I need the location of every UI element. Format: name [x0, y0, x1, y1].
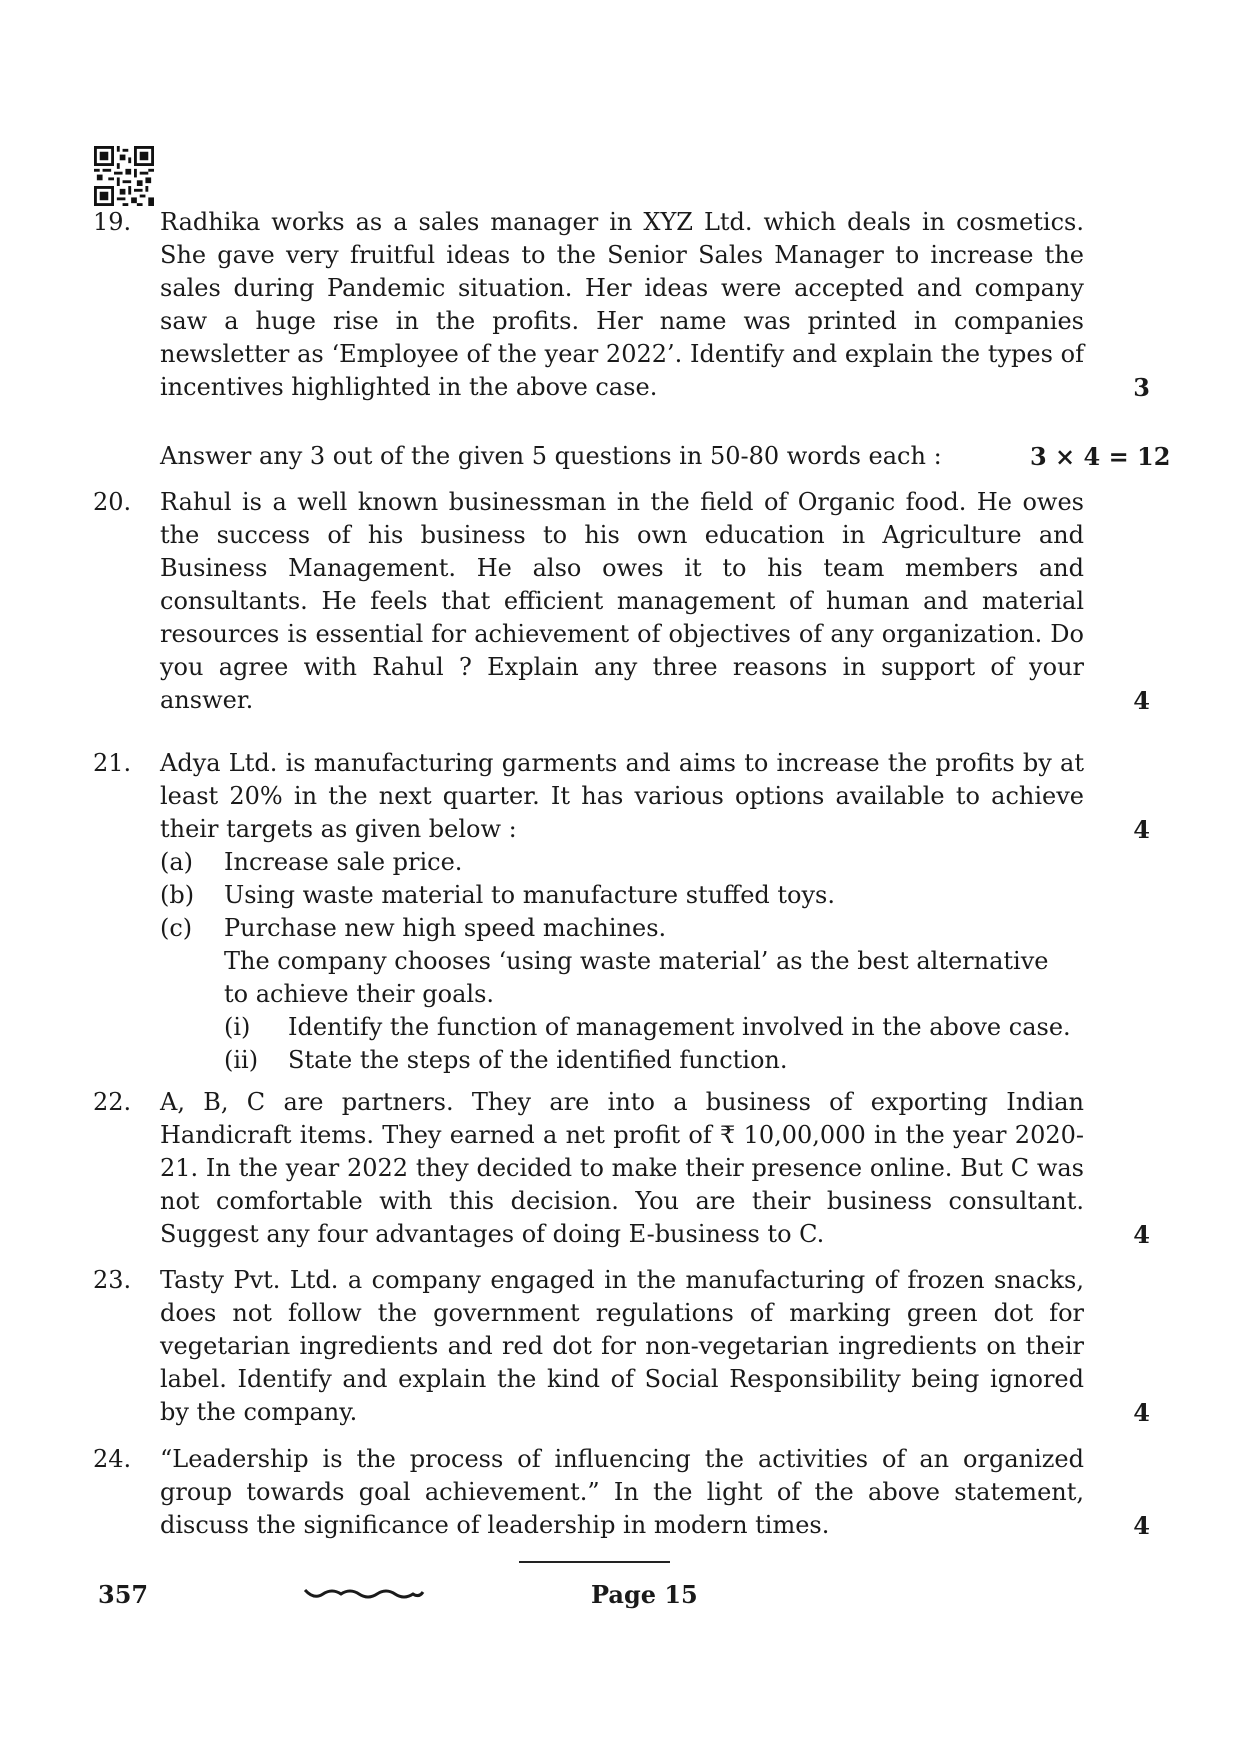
- option-c: [160, 912, 666, 945]
- sub-question-label: (i): [224, 1013, 251, 1041]
- paper-code: 357: [98, 1580, 149, 1609]
- option-text: Increase sale price.: [224, 848, 463, 876]
- footer-rule: [519, 1561, 670, 1563]
- qr-code: [93, 146, 155, 206]
- sub-question-text: Identify the function of management involved in the above case.: [288, 1013, 1071, 1041]
- sub-question-i: [224, 1011, 1071, 1044]
- sub-question-ii: [224, 1044, 788, 1077]
- choice-line: The company chooses ‘using waste material’ as the best alternative: [224, 947, 1049, 975]
- option-label: (c): [160, 914, 193, 942]
- question-marks: 4: [1133, 1220, 1150, 1249]
- question-number: 21.: [93, 749, 132, 777]
- question-marks: 4: [1133, 1511, 1150, 1540]
- question-marks: 4: [1133, 686, 1150, 715]
- option-text: Using waste material to manufacture stuffed toys.: [224, 881, 835, 909]
- wave-ornament-icon: [303, 1586, 425, 1602]
- question-number: 23.: [93, 1266, 132, 1294]
- section-marks: 3 × 4 = 12: [1030, 442, 1171, 471]
- question-marks: 3: [1133, 373, 1150, 402]
- question-text: A, B, C are partners. They are into a business of exporting Indian Handicraft items. They earned a net profit of ₹ 10,00,000 in the year 2020-21. In the year 2022 they decided to make their presence online. But C was not comfortable with this decision. You are their business consultant. Suggest any four advantages of doing E-business to C.: [160, 1088, 1084, 1248]
- sub-question-label: (ii): [224, 1046, 259, 1074]
- question-text: Rahul is a well known businessman in the field of Organic food. He owes the success of his business to his own education in Agriculture and Business Management. He also owes it to his team members and consultants. He feels that efficient management of human and material resources is essential for achievement of objectives of any organization. Do you agree with Rahul ? Explain any three reasons in support of your answer.: [160, 488, 1084, 714]
- question-text: Adya Ltd. is manufacturing garments and aims to increase the profits by at least 20% in the next quarter. It has various options available to achieve their targets as given below :: [160, 749, 1084, 843]
- page-number: Page 15: [591, 1580, 698, 1609]
- option-b: [160, 879, 835, 912]
- sub-question-text: State the steps of the identified function.: [288, 1046, 788, 1074]
- question-text: Tasty Pvt. Ltd. a company engaged in the manufacturing of frozen snacks, does not follow the government regulations of marking green dot for vegetarian ingredients and red dot for non-vegetarian ingredients on their label. Identify and explain the kind of Social Responsibility being ignored by the company.: [160, 1266, 1084, 1426]
- option-label: (a): [160, 848, 194, 876]
- question-number: 19.: [93, 208, 132, 236]
- question-number: 22.: [93, 1088, 132, 1116]
- question-marks: 4: [1133, 1398, 1150, 1427]
- question-number: 20.: [93, 488, 132, 516]
- question-marks: 4: [1133, 815, 1150, 844]
- section-instruction: Answer any 3 out of the given 5 questions in 50-80 words each :: [160, 442, 942, 470]
- option-a: [160, 846, 462, 879]
- question-text: Radhika works as a sales manager in XYZ Ltd. which deals in cosmetics. She gave very fruitful ideas to the Senior Sales Manager to increase the sales during Pandemic situation. Her ideas were accepted and company saw a huge rise in the profits. Her name was printed in companies newsletter as ‘Employee of the year 2022’. Identify and explain the types of incentives highlighted in the above case.: [160, 208, 1084, 401]
- question-text: “Leadership is the process of influencing the activities of an organized group towards goal achievement.” In the light of the above statement, discuss the significance of leadership in modern times.: [160, 1445, 1084, 1539]
- question-number: 24.: [93, 1445, 132, 1473]
- choice-line: to achieve their goals.: [224, 980, 495, 1008]
- option-label: (b): [160, 881, 195, 909]
- option-text: Purchase new high speed machines.: [224, 914, 667, 942]
